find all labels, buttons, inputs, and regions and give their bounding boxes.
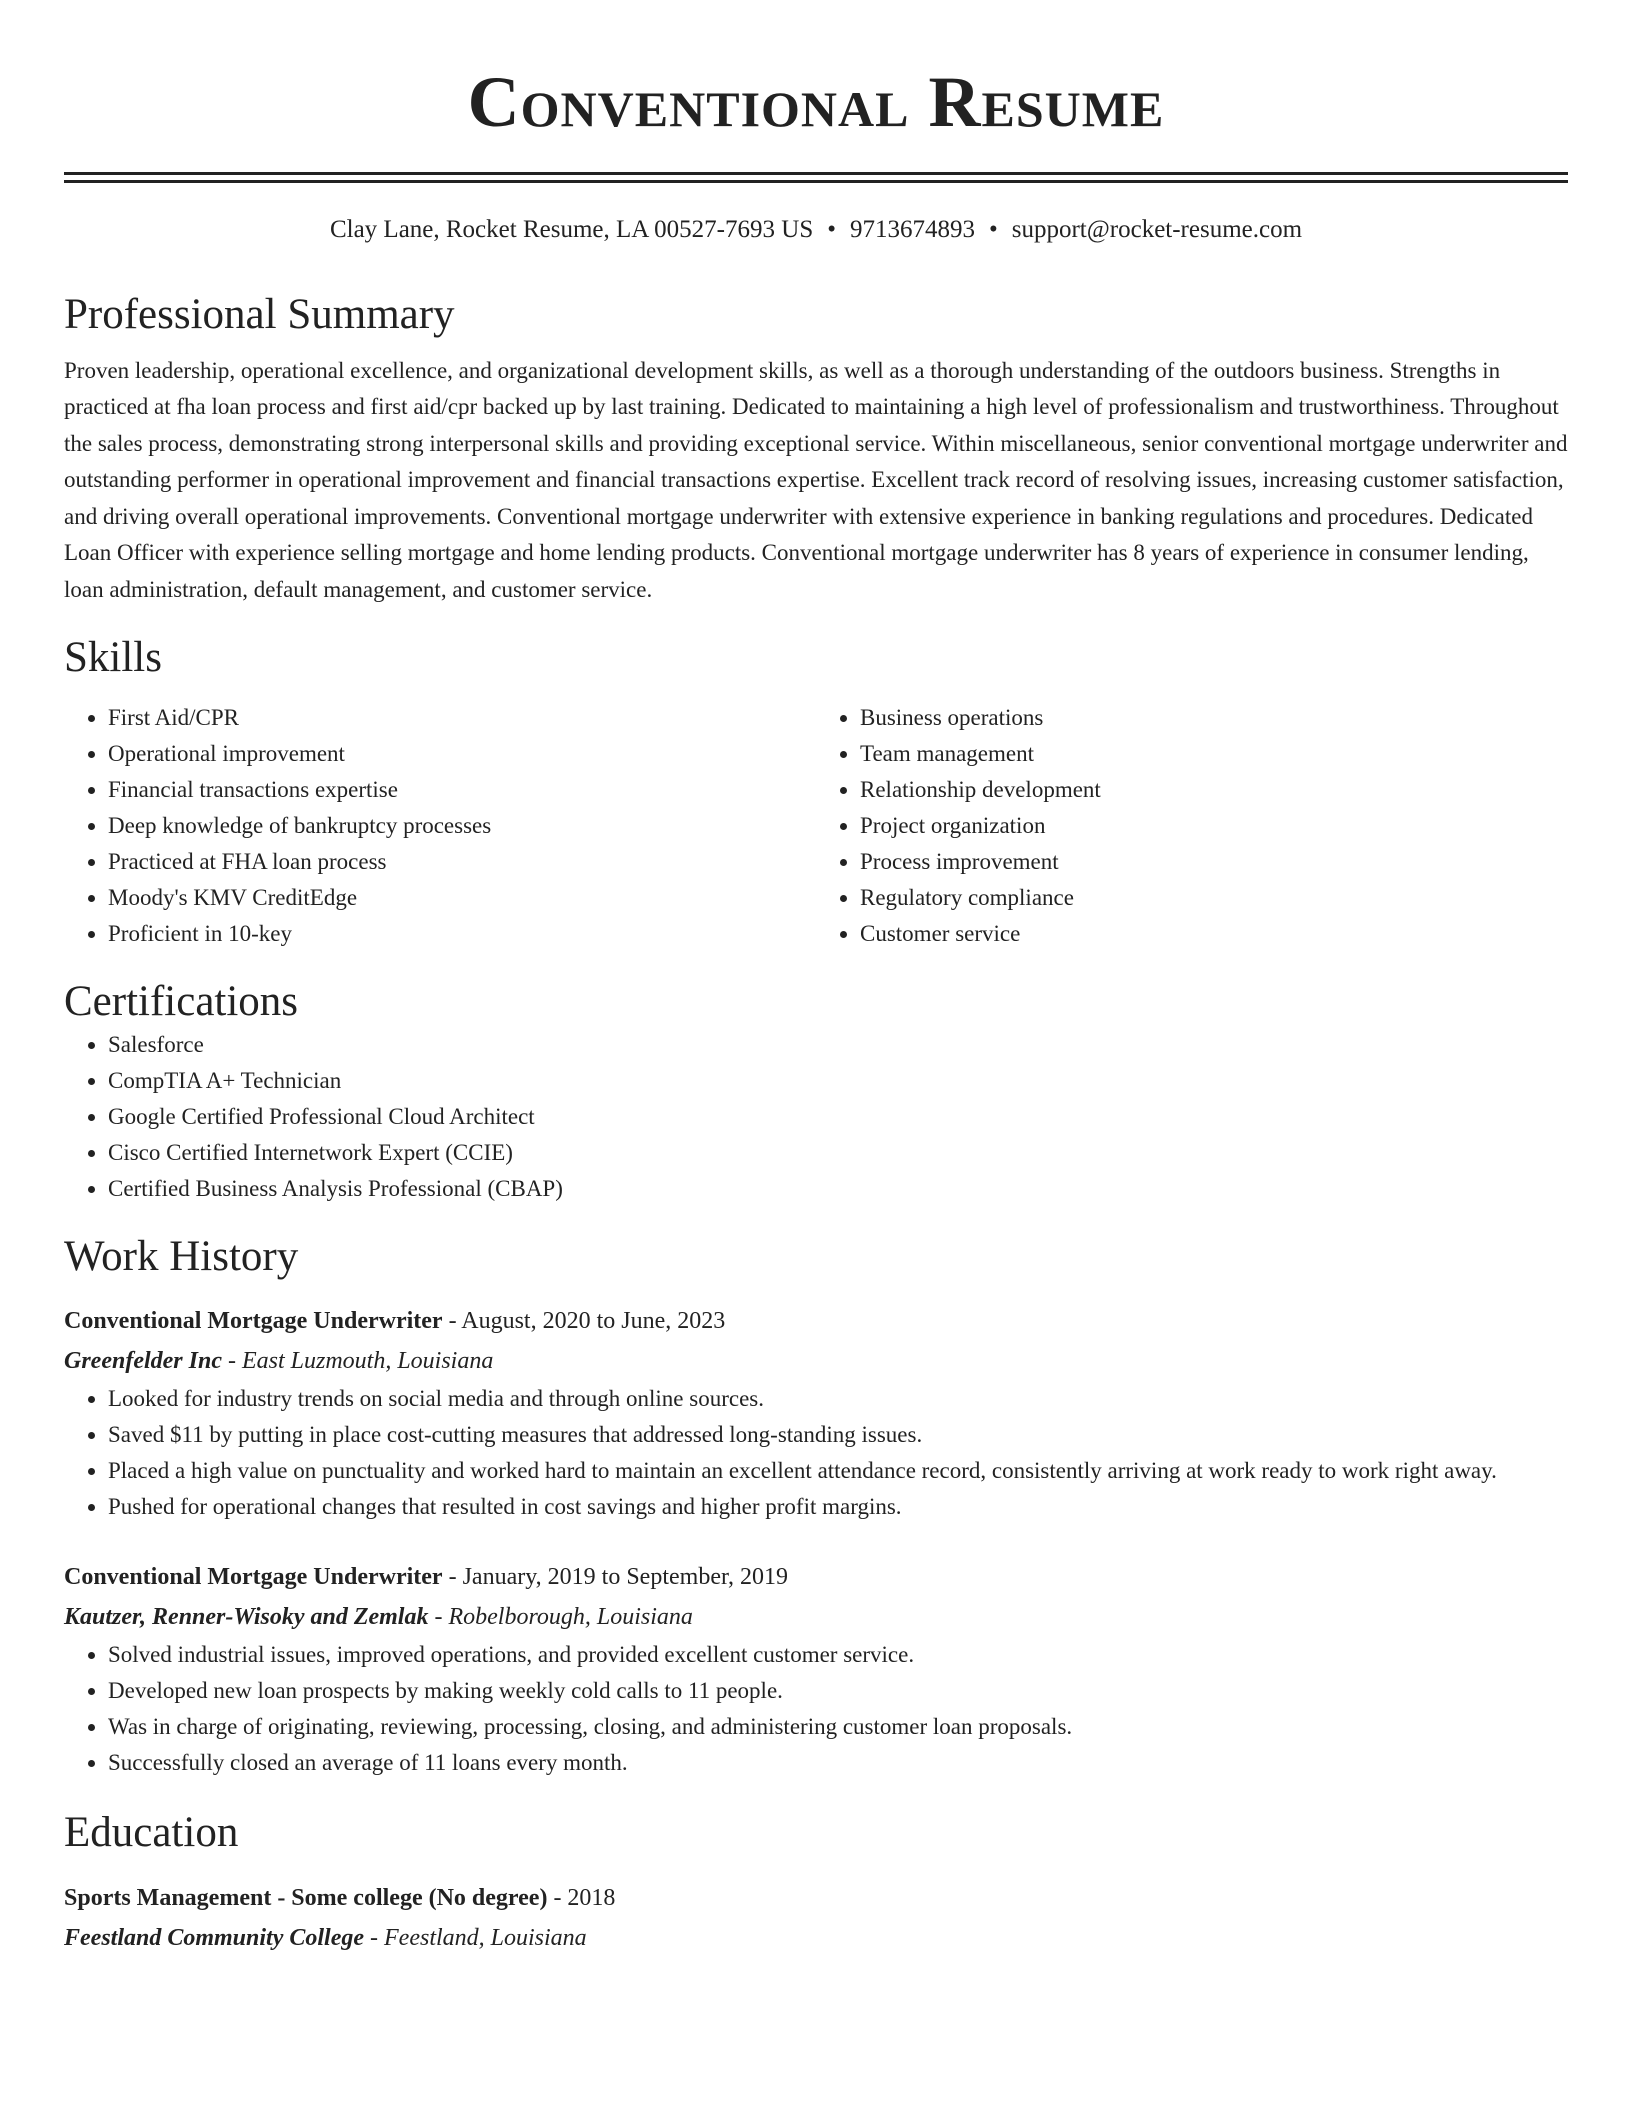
job-bullet: • Solved industrial issues, improved operations, and provided excellent customer service. [108,1637,1568,1673]
skill-item: • First Aid/CPR [108,700,816,736]
skill-item: • Operational improvement [108,736,816,772]
skill-item: • Moody's KMV CreditEdge [108,880,816,916]
job-role: Conventional Mortgage Underwriter [64,1307,443,1334]
job-role: Conventional Mortgage Underwriter [64,1563,443,1590]
job-bullet: • Developed new loan prospects by making weekly cold calls to 11 people. [108,1673,1568,1709]
skills-list-left [64,700,816,952]
certifications-list [64,1027,1568,1207]
skills-columns [64,700,1568,952]
job-entry [64,1557,1568,1781]
skill-item: • Financial transactions expertise [108,772,816,808]
education-location: - Feestland, Louisiana [364,1925,587,1952]
job-heading [64,1557,1568,1597]
job-heading [64,1301,1568,1341]
job-bullet: • Successfully closed an average of 11 loans every month. [108,1745,1568,1781]
certification-item: • Salesforce [108,1027,1568,1063]
summary-heading: Professional Summary [64,291,455,338]
contact-phone: 9713674893 [849,216,975,243]
skill-item: • Customer service [860,916,1568,952]
contact-line [64,215,1568,245]
education-school-line [64,1918,1568,1958]
job-dates: - January, 2019 to September, 2019 [442,1563,789,1590]
education-school: Feestland Community College [64,1925,365,1952]
certifications-heading: Certifications [64,977,299,1025]
job-employer [64,1597,1568,1637]
certification-item: • Certified Business Analysis Professional (CBAP) [108,1171,1568,1207]
skills-heading: Skills [64,634,162,682]
job-location: - Robelborough, Louisiana [428,1603,693,1630]
job-bullet: • Looked for industry trends on social media and through online sources. [108,1381,1568,1417]
skill-item: • Deep knowledge of bankruptcy processes [108,808,816,844]
skill-item: • Process improvement [860,844,1568,880]
contact-email: support@rocket-resume.com [1011,216,1303,243]
job-bullet: • Placed a high value on punctuality and worked hard to maintain an excellent attendance record, consistently arriving at work ready to work right away. [108,1453,1568,1489]
certification-item: • CompTIA A+ Technician [108,1063,1568,1099]
summary-text: Proven leadership, operational excellence, and organizational development skills, as well as a thorough understanding of the outdoors business. Strengths in practiced at fha loan process and first aid/cpr backed up by last training. Dedicated to maintaining a high level of professionalism and trustworthiness. Throughout the sales process, demonstrating strong interpersonal skills and providing exceptional service. Within miscellaneous, senior conventional mortgage underwriter and outstanding performer in operational improvement and financial transactions expertise. Excellent track record of resolving issues, increasing customer satisfaction, and driving overall operational improvements. Conventional mortgage underwriter with extensive experience in banking regulations and procedures. Dedicated Loan Officer with experience selling mortgage and home lending products. Conventional mortgage underwriter has 8 years of experience in consumer lending, loan administration, default management, and customer service. [64,357,1568,602]
education-degree-line [64,1878,1568,1918]
job-bullet: • Was in charge of originating, reviewing, processing, closing, and administering customer loan proposals. [108,1709,1568,1745]
job-location: - East Luzmouth, Louisiana [221,1347,494,1374]
skill-item: • Business operations [860,700,1568,736]
job-dates: - August, 2020 to June, 2023 [442,1307,726,1334]
skills-list-right [816,700,1568,952]
certification-item: • Cisco Certified Internetwork Expert (CCIE) [108,1135,1568,1171]
contact-separator: • [827,216,836,243]
header-double-rule [64,172,1568,183]
certification-item: • Google Certified Professional Cloud Architect [108,1099,1568,1135]
education-year: - 2018 [547,1885,616,1912]
skill-item: • Team management [860,736,1568,772]
contact-separator: • [988,216,998,243]
job-bullets [64,1381,1568,1525]
resume-name: Conventional Resume [467,62,1165,142]
skill-item: • Practiced at FHA loan process [108,844,816,880]
job-company: Greenfelder Inc [64,1347,222,1374]
education-degree: Sports Management - Some college (No degree) [64,1885,548,1912]
contact-address: Clay Lane, Rocket Resume, LA 00527-7693 US [329,216,814,243]
skill-item: • Project organization [860,808,1568,844]
skill-item: • Relationship development [860,772,1568,808]
work-history-heading: Work History [64,1233,299,1281]
skill-item: • Regulatory compliance [860,880,1568,916]
job-employer [64,1341,1568,1381]
job-entry [64,1301,1568,1525]
job-bullet: • Saved $11 by putting in place cost-cutting measures that addressed long-standing issues. [108,1417,1568,1453]
skill-item: • Proficient in 10-key [108,916,816,952]
job-bullets [64,1637,1568,1781]
job-bullet: • Pushed for operational changes that resulted in cost savings and higher profit margins. [108,1489,1568,1525]
education-entry [64,1878,1568,1958]
education-heading: Education [64,1808,239,1856]
job-company: Kautzer, Renner-Wisoky and Zemlak [64,1603,429,1630]
